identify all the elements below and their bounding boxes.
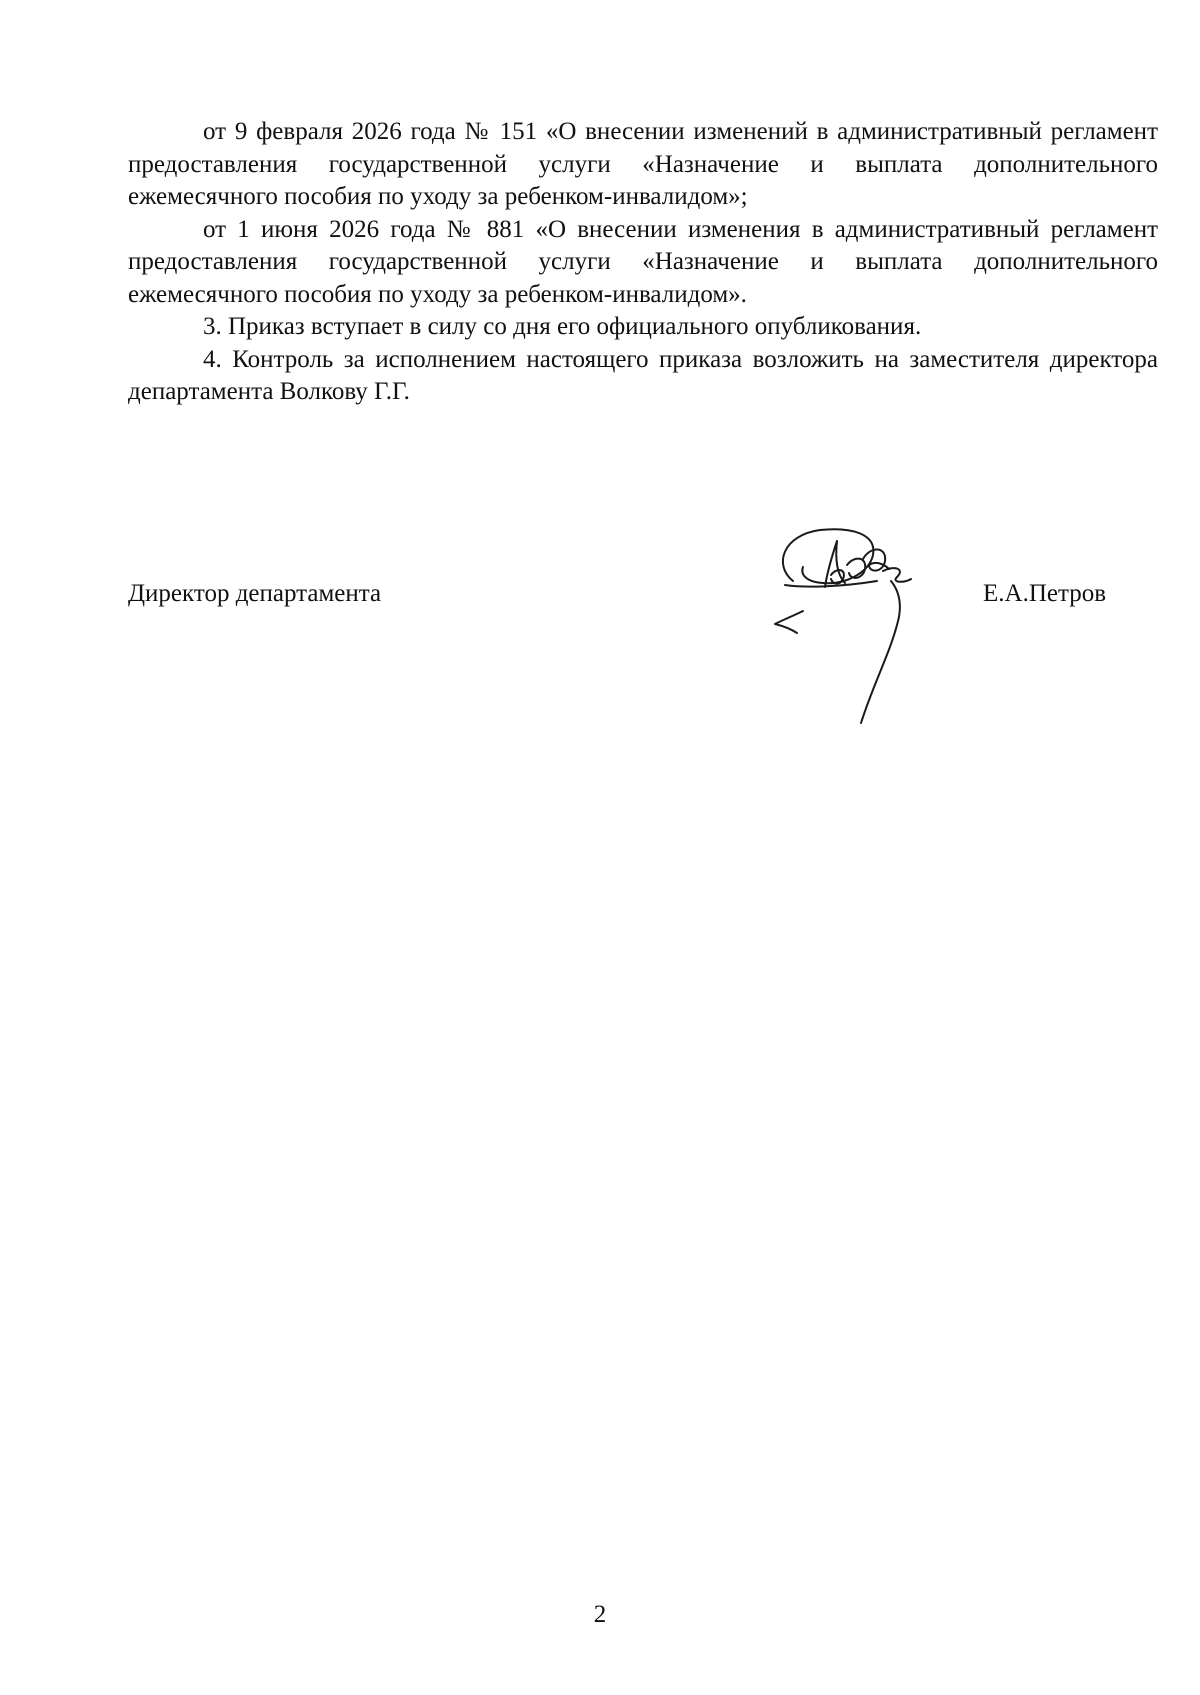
paragraph-amendment-february: от 9 февраля 2026 года № 151 «О внесении изменений в административный регламент предоставления государственной услуги «Назначение и выплата дополнительного ежемесячного пособия по уходу за ребенком-инвалидом»; — [128, 118, 1158, 210]
signatory-name: Е.А.Петров — [983, 580, 1107, 607]
signature-block — [128, 578, 1128, 618]
document-body — [128, 116, 1158, 409]
paragraph-effective-date: 3. Приказ вступает в силу со дня его официального опубликования. — [203, 313, 922, 340]
paragraph-control: 4. Контроль за исполнением настоящего приказа возложить на заместителя директора департамента Волкову Г.Г. — [128, 345, 1158, 405]
page-number: 2 — [593, 1601, 607, 1628]
handwritten-signature — [765, 525, 935, 730]
paragraph-amendment-june: от 1 июня 2026 года № 881 «О внесении изменения в административный регламент предоставления государственной услуги «Назначение и выплата дополнительного ежемесячного пособия по уходу за ребенком-инвалидом». — [128, 215, 1158, 308]
signatory-position: Директор департамента — [128, 580, 382, 607]
